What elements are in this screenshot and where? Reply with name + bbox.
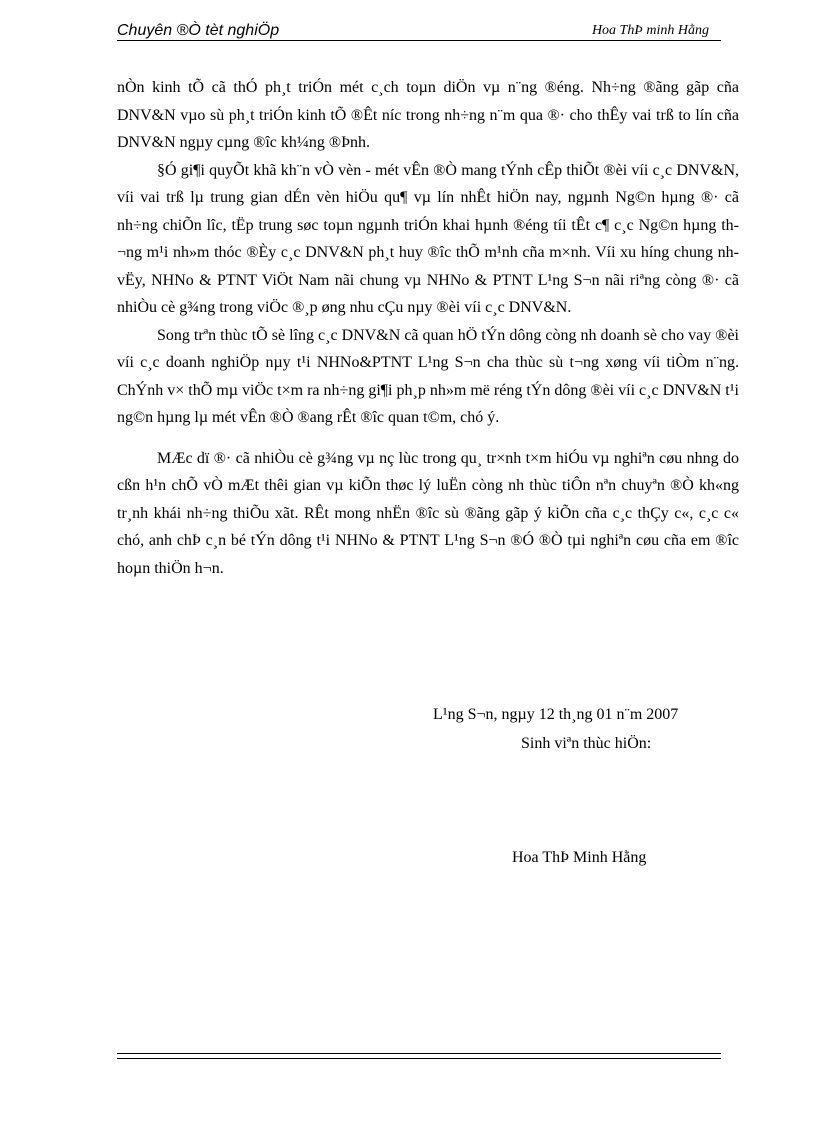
header-rule xyxy=(117,40,721,41)
signature-name: Hoa ThÞ Minh Hằng xyxy=(512,849,647,866)
paragraph-1: nÒn kinh tÕ cã thÓ ph¸t triÓn mét c¸ch toµn diÖn vµ n¨ng ®éng. Nh÷ng ®ãng gãp cña DNV&N vµo sù ph¸t triÓn kinh tÕ ®Êt níc trong nh÷ng n¨m qua ®· cho thÊy vai trß to lín cña DNV&N ngµy cµng ®îc kh¼ng ®Þnh. xyxy=(117,79,739,151)
paragraph-3: Song trªn thùc tÕ sè lîng c¸c DNV&N cã quan hÖ tÝn dông còng nh doanh sè cho vay ®èi víi c¸c doanh nghiÖp nµy t¹i NHNo&PTNT L¹ng S¬n cha thùc sù t¬ng xøng víi tiÒm n¨ng. ChÝnh v× thÕ mµ viÖc t×m ra nh÷ng gi¶i ph¸p nh»m më réng tÝn dông ®èi víi c¸c DNV&N t¹i ng©n hµng lµ mét vÊn ®Ò ®ang rÊt ®îc quan t©m, chó ý. xyxy=(117,326,739,426)
signature-role: Sinh viªn thùc hiÖn: xyxy=(521,735,652,752)
header-title: Chuyên ®Ò tèt nghiÖp xyxy=(117,22,280,39)
paragraph-4: MÆc dï ®· cã nhiÒu cè g¾ng vµ nç lùc trong qu¸ tr×nh t×m hiÓu vµ nghiªn cøu nhng do cßn h¹n chÕ vÒ mÆt thêi gian vµ kiÕn thøc lý luËn còng nh thùc tiÔn nªn chuyªn ®Ò kh«ng tr¸nh khái nh÷ng thiÕu xãt. RÊt mong nhËn ®îc sù ®ãng gãp ý kiÕn cña c¸c thÇy c«, c¸c c« chó, anh chÞ c¸n bé tÝn dông t¹i NHNo & PTNT L¹ng S¬n ®Ó ®Ò tµi nghiªn cøu cña em ®îc hoµn thiÖn h¬n. xyxy=(117,449,739,577)
signature-place-date: L¹ng S¬n, ngµy 12 th¸ng 01 n¨m 2007 xyxy=(433,706,679,723)
header-author: Hoa ThÞ minh Hằng xyxy=(591,23,709,38)
footer-rule xyxy=(117,1053,721,1059)
paragraph-2: §Ó gi¶i quyÕt khã kh¨n vÒ vèn - mét vÊn ®Ò mang tÝnh cÊp thiÕt ®èi víi c¸c DNV&N, víi vai trß lµ trung gian dÉn vèn hiÖu qu¶ vµ lín nhÊt hiÖn nay, ngµnh Ng©n hµng ®· cã nh÷ng chiÕn lîc, tËp trung søc toµn ngµnh triÓn khai hµnh ®éng tíi tÊt c¶ c¸c Ng©n hµng th¬ng m¹i nh»m thóc ®Èy c¸c DNV&N ph¸t huy ®îc thÕ m¹nh cña m×nh. Víi xu híng chung nh vËy, NHNo & PTNT ViÖt Nam nãi chung vµ NHNo & PTNT L¹ng S¬n nãi riªng còng ®· cã nhiÒu cè g¾ng trong viÖc ®¸p øng nhu cÇu nµy ®èi víi c¸c DNV&N. xyxy=(117,161,739,316)
document-body xyxy=(117,74,739,582)
page-header xyxy=(117,20,721,42)
